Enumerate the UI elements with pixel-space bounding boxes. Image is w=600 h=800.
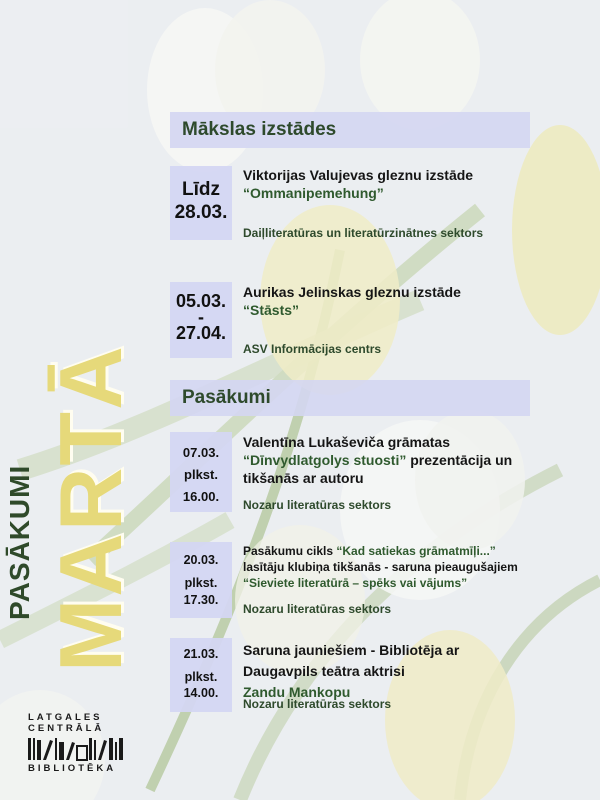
- exhibition-1-date: [170, 166, 232, 240]
- event-1-venue: Nozaru literatūras sektors: [243, 498, 392, 512]
- vertical-title-big: MARTĀ: [41, 344, 140, 672]
- event-1-time: 16.00.: [182, 489, 220, 504]
- event-3-title: [243, 640, 563, 703]
- event-2-title-pre: Pasākumu cikls: [243, 544, 337, 558]
- exhibition-1-date-line2: 28.03.: [174, 202, 228, 223]
- event-2-date-day: 20.03.: [183, 553, 219, 567]
- exhibition-1-title-line1: Viktorijas Valujevas gleznu izstāde: [243, 167, 474, 183]
- section-title-exhibitions: Mākslas izstādes: [170, 112, 530, 148]
- event-1-title-line1: Valentīna Lukaševiča grāmatas: [243, 434, 450, 450]
- event-3-title-line1: Saruna jauniešiem - Bibliotēja ar: [243, 642, 460, 658]
- exhibition-2-date-line2: 27.04.: [175, 323, 227, 343]
- event-3-time: 14.00.: [183, 686, 219, 700]
- library-logo: [28, 712, 128, 774]
- event-1-date: [170, 432, 232, 512]
- event-2-time: 17.30.: [183, 593, 219, 607]
- event-1-title-rest: prezentācija un: [406, 452, 513, 468]
- event-1-title-line3: tikšanās ar autoru: [243, 470, 364, 486]
- event-3-title-line2: Daugavpils teātra aktrisi: [243, 663, 405, 679]
- event-2-venue: Nozaru literatūras sektors: [243, 602, 392, 616]
- exhibition-2-venue: ASV Informācijas centrs: [243, 342, 382, 356]
- event-3-title-line3: Zandu Mankopu: [243, 684, 351, 700]
- exhibition-2-title-line1: Aurikas Jelinskas gleznu izstāde: [243, 284, 461, 300]
- exhibition-1-venue: Daiļliteratūras un literatūrzinātnes sektors: [243, 226, 484, 240]
- event-2-date: [170, 542, 232, 618]
- logo-line1: LATGALES: [28, 712, 103, 723]
- bookshelf-icon: [28, 736, 124, 762]
- event-1-date-day: 07.03.: [182, 445, 220, 460]
- event-3-date-day: 21.03.: [183, 647, 219, 661]
- exhibition-2-date: [170, 282, 232, 358]
- event-2-title-quote: “Kad satiekas grāmatmīļi...”: [336, 544, 496, 558]
- exhibition-1-date-line1: Līdz: [182, 179, 220, 200]
- exhibition-2-title-quote: “Stāsts”: [243, 302, 300, 318]
- event-3-venue: Nozaru literatūras sektors: [243, 697, 392, 711]
- event-2-title-line3: “Sieviete literatūrā – spēks vai vājums”: [243, 576, 468, 590]
- exhibition-2-title: [243, 283, 563, 319]
- exhibition-2-date-sep: -: [198, 307, 204, 327]
- event-2-title: [243, 543, 563, 591]
- event-3-time-label: plkst.: [184, 670, 218, 684]
- exhibition-1-title-quote: “Ommanipemehung”: [243, 185, 384, 201]
- event-3-date: [170, 638, 232, 712]
- exhibition-1-title: [243, 166, 563, 202]
- exhibition-2-date-line1: 05.03.: [175, 291, 227, 311]
- logo-line2: CENTRĀLĀ: [28, 723, 105, 734]
- vertical-title-small: PASĀKUMI: [4, 464, 35, 620]
- event-1-title: [243, 433, 563, 487]
- event-2-time-label: plkst.: [184, 576, 218, 590]
- event-1-title-quote: “Dīnvydlatgolys stuosti”: [243, 452, 407, 468]
- section-title-events: Pasākumi: [170, 380, 530, 416]
- event-1-time-label: plkst.: [184, 467, 218, 482]
- logo-line3: BIBLIOTĒKA: [28, 763, 117, 774]
- event-2-title-line2: lasītāju klubiņa tikšanās - saruna pieaugušajiem: [243, 560, 518, 574]
